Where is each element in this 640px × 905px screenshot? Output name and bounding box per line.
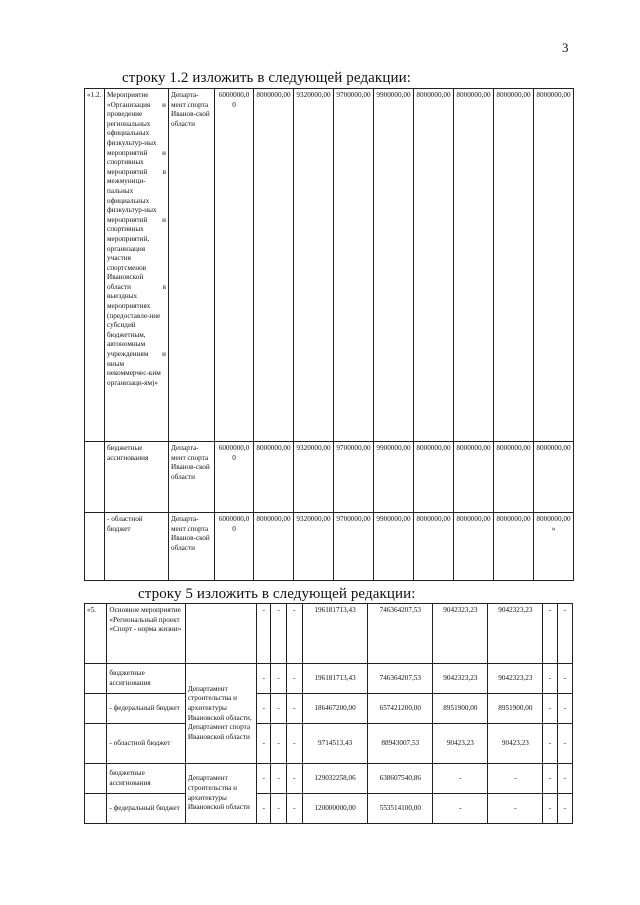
value-cell: 8000000,00: [494, 513, 534, 581]
row-number: [85, 664, 107, 694]
value-cell: -: [557, 794, 572, 824]
value-cell: 746364207,53: [368, 604, 433, 664]
value-cell: 196181713,43: [302, 604, 367, 664]
value-cell: -: [257, 694, 271, 724]
value-cell: 9714513,43: [302, 724, 367, 764]
value-cell: -: [257, 604, 271, 664]
value-cell: -: [257, 764, 271, 794]
value-cell: 9900000,00: [374, 442, 414, 513]
row-name: бюджетные ассигнования: [107, 764, 185, 794]
table-row: [85, 442, 574, 513]
row-executor: Департамент строительства и архитектуры Ивановской области: [185, 764, 256, 824]
value-cell: 9700000,00: [334, 513, 374, 581]
value-cell: -: [286, 664, 302, 694]
section2-heading: строку 5 изложить в следующей редакции:: [138, 586, 416, 602]
row-name: Мероприятие «Организация и проведение региональных официальных физкультур-ных мероприятий и спортивных мероприятий в межмуници-пальных официальных физкультур-ных мероприятий и спортивных мероприятий, организация участия спортсменов Ивановской области в выездных мероприятиях (предоставле-ние субсидий бюджетным, автономным учреждениям и иным некоммерчес-ким организаци-ям)»: [105, 89, 169, 442]
row-executor: Департа-мент спорта Иванов-ской области: [169, 89, 215, 442]
value-cell: 9320000,00: [294, 442, 334, 513]
value-cell: 657421200,00: [368, 694, 433, 724]
value-cell: -: [271, 664, 286, 694]
row-executor: Департа-мент спорта Иванов-ской области: [169, 513, 215, 581]
value-cell: 9900000,00: [374, 89, 414, 442]
row-number: [85, 694, 107, 724]
row-name: бюджетные ассигнования: [107, 664, 185, 694]
value-cell: -: [257, 794, 271, 824]
value-cell: 90423,23: [433, 724, 488, 764]
value-cell: 8000000,00: [494, 89, 534, 442]
table-row: [85, 794, 573, 824]
value-cell: -: [488, 794, 543, 824]
value-cell: -: [557, 764, 572, 794]
row-number: [85, 724, 107, 764]
value-cell: 9042323,23: [433, 604, 488, 664]
value-cell: -: [286, 694, 302, 724]
value-cell: 8951900,00: [488, 694, 543, 724]
row-number: [85, 513, 105, 581]
table-row: [85, 694, 573, 724]
value-cell: -: [543, 724, 557, 764]
value-cell: 8000000,00: [414, 89, 454, 442]
value-cell: -: [257, 664, 271, 694]
value-cell: 8000000,00: [254, 89, 294, 442]
value-cell: -: [433, 794, 488, 824]
table-row: [85, 604, 573, 664]
value-cell: -: [543, 794, 557, 824]
value-cell: 746364207,53: [368, 664, 433, 694]
value-cell: -: [543, 664, 557, 694]
value-cell: -: [271, 604, 286, 664]
value-cell: -: [543, 604, 557, 664]
value-cell: -: [557, 724, 572, 764]
value-cell: -: [271, 764, 286, 794]
value-cell: -: [557, 694, 572, 724]
value-cell: 9700000,00: [334, 89, 374, 442]
row-number: [85, 794, 107, 824]
value-cell: 8951900,00: [433, 694, 488, 724]
row-name: - федеральный бюджет: [107, 694, 185, 724]
table-row: [85, 664, 573, 694]
value-cell: 9700000,00: [334, 442, 374, 513]
value-cell: 8000000,00: [414, 513, 454, 581]
value-cell: 9900000,00: [374, 513, 414, 581]
row-name: Основное мероприятие «Региональный проект «Спорт - норма жизни»: [107, 604, 185, 664]
row-name: бюджетные ассигнования: [105, 442, 169, 513]
value-cell: 8000000,00»: [534, 513, 574, 581]
row-name: - областной бюджет: [107, 724, 185, 764]
value-cell: 8000000,00: [454, 442, 494, 513]
row-number: [85, 764, 107, 794]
value-cell: -: [543, 694, 557, 724]
value-cell: 9320000,00: [294, 89, 334, 442]
row-number: «5.: [85, 604, 107, 664]
value-cell: 88943007,53: [368, 724, 433, 764]
section1-heading: строку 1.2 изложить в следующей редакции:: [122, 70, 411, 86]
value-cell: -: [557, 664, 572, 694]
table-row: [85, 724, 573, 764]
value-cell: -: [257, 724, 271, 764]
value-cell: 8000000,00: [494, 442, 534, 513]
row-executor: Департа-мент спорта Иванов-ской области: [169, 442, 215, 513]
value-cell: -: [271, 724, 286, 764]
value-cell: 6000000,00: [215, 89, 254, 442]
table-row: [85, 764, 573, 794]
value-cell: 6000000,00: [215, 513, 254, 581]
value-cell: 9320000,00: [294, 513, 334, 581]
value-cell: -: [543, 764, 557, 794]
value-cell: 8000000,00: [454, 89, 494, 442]
table-row-5: [84, 603, 573, 824]
value-cell: 638607540,86: [368, 764, 433, 794]
value-cell: -: [557, 604, 572, 664]
value-cell: 196181713,43: [302, 664, 367, 694]
value-cell: 120000000,00: [302, 794, 367, 824]
value-cell: -: [286, 794, 302, 824]
row-name: - областной бюджет: [105, 513, 169, 581]
value-cell: 8000000,00: [534, 442, 574, 513]
row-executor: Департамент строительства и архитектуры Ивановской области, Департамент спорта Ивановской области: [185, 664, 256, 764]
value-cell: -: [271, 694, 286, 724]
value-cell: 8000000,00: [414, 442, 454, 513]
row-executor: [185, 604, 256, 664]
value-cell: 553514100,00: [368, 794, 433, 824]
value-cell: -: [286, 604, 302, 664]
value-cell: -: [286, 724, 302, 764]
value-cell: 9042323,23: [488, 604, 543, 664]
value-cell: 8000000,00: [254, 513, 294, 581]
value-cell: 6000000,00: [215, 442, 254, 513]
value-cell: 9042323,23: [433, 664, 488, 694]
table-row-1-2: [84, 88, 574, 581]
value-cell: 8000000,00: [534, 89, 574, 442]
value-cell: 129032258,06: [302, 764, 367, 794]
value-cell: 8000000,00: [454, 513, 494, 581]
table-row: [85, 513, 574, 581]
value-cell: -: [488, 764, 543, 794]
row-number: [85, 442, 105, 513]
value-cell: -: [271, 794, 286, 824]
value-cell: 186467200,00: [302, 694, 367, 724]
value-cell: 90423,23: [488, 724, 543, 764]
value-cell: -: [286, 764, 302, 794]
value-cell: 9042323,23: [488, 664, 543, 694]
page-number: 3: [562, 40, 569, 55]
value-cell: 8000000,00: [254, 442, 294, 513]
row-name: - федеральный бюджет: [107, 794, 185, 824]
value-cell: -: [433, 764, 488, 794]
table-row: [85, 89, 574, 442]
row-number: «1.2.: [85, 89, 105, 442]
